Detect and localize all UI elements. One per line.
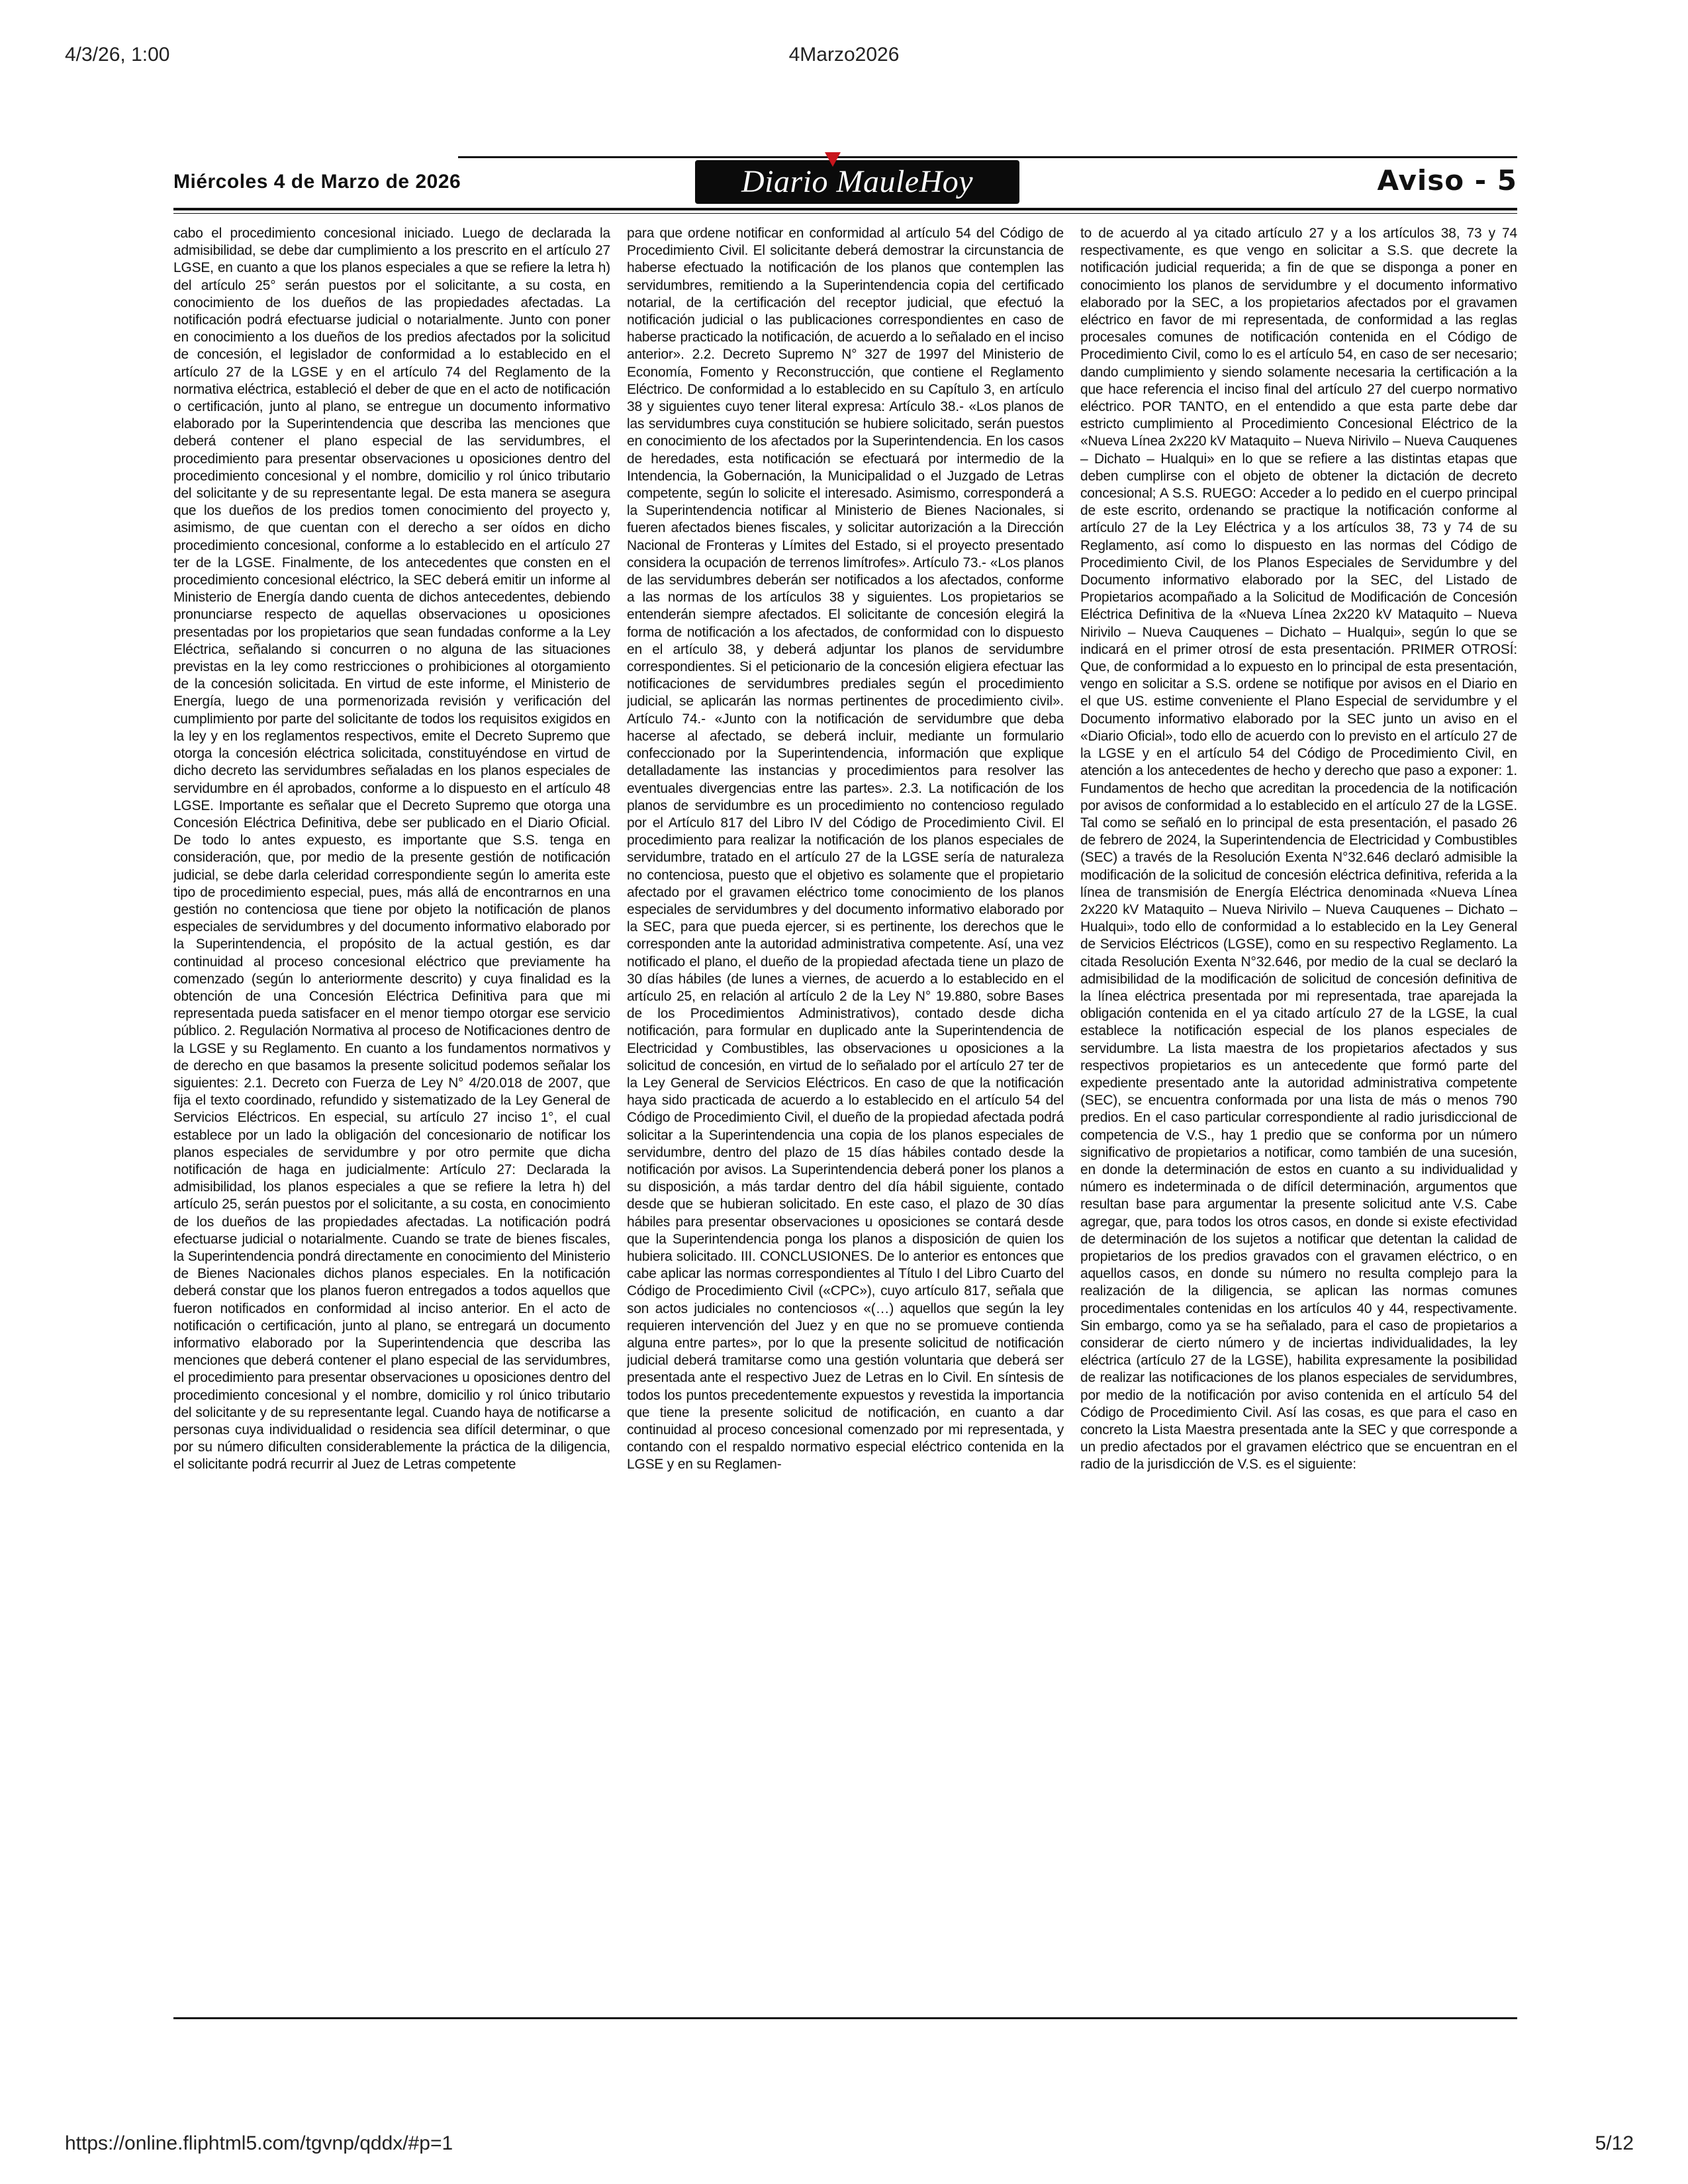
- print-date-time: 4/3/26, 1:00: [65, 44, 170, 66]
- logo-text: Diario MauleHoy: [741, 164, 974, 199]
- print-header: [0, 44, 1688, 70]
- newspaper-masthead: [173, 156, 1517, 210]
- article-column-1: [173, 225, 610, 2012]
- print-page-number: 5/12: [1595, 2132, 1634, 2154]
- masthead-bottom-rule: [173, 208, 1517, 210]
- column-2-text: para que ordene notificar en conformidad al artículo 54 del Código de Procedimiento Civil. El solicitante deberá demostrar la circunstancia de haberse efectuado la notificación de los planos que contemplen las servidumbres, remitiendo a la Superintendencia copia del certificado notarial, de la certificación del receptor judicial, que efectuó la notificación judicial o las publicaciones correspondientes en caso de haberse practicado la notificación, de acuerdo a lo señalado en el inciso anterior». 2.2. Decreto Supremo N° 327 de 1997 del Ministerio de Economía, Fomento y Reconstrucción, que contiene el Reglamento Eléctrico. De conformidad a lo establecido en su Capítulo 3, en artículo 38 y siguientes cuyo tener literal expresa: Artículo 38.- «Los planos de las servidumbres cuya constitución se hubiere solicitado, serán puestos en conocimiento de los afectados por la Superintendencia. En los casos de heredades, esta notificación se efectuará por intermedio de la Intendencia, la Gobernación, la Municipalidad o el Juzgado de Letras competente, según lo solicite el interesado. Asimismo, corresponderá a la Superintendencia notificar al Ministerio de Bienes Nacionales, si fueren afectados bienes fiscales, y solicitar autorización a la Dirección Nacional de Fronteras y Límites del Estado, si el proyecto presentado considera la ocupación de terrenos limítrofes». Artículo 73.- «Los planos de las servidumbres deberán ser notificados a los afectados, conforme a las normas de los artículos 38 y siguientes. Los propietarios se entenderán siempre afectados. El solicitante de concesión elegirá la forma de notificación a los afectados, de conformidad con lo dispuesto en el artículo 38, y deberá adjuntar los planos de servidumbre correspondientes. Si el peticionario de la concesión eligiera efectuar las notificaciones de servidumbres prediales según el procedimiento judicial, se aplicarán las normas pertinentes de procedimiento civil». Artículo 74.- «Junto con la notificación de servidumbre que deba hacerse al afectado, se deberá incluir, mediante un formulario confeccionado por la Superintendencia, información que explique detalladamente las instancias y procedimientos para resolver las eventuales divergencias entre las partes». 2.3. La notificación de los planos de servidumbre es un procedimiento no contencioso regulado por el Artículo 817 del Libro IV del Código de Procedimiento Civil. El procedimiento para realizar la notificación de los planos especiales de servidumbre, tratado en el artículo 27 de la LGSE sería de naturaleza no contenciosa, puesto que el objetivo es solamente que el propietario afectado por el gravamen eléctrico tome conocimiento de los planos especiales de servidumbres y del documento informativo elaborado por la SEC, para que pueda ejercer, si es pertinente, los derechos que le corresponden ante la autoridad administrativa competente. Así, una vez notificado el plano, el dueño de la propiedad afectada tiene un plazo de 30 días hábiles (de lunes a viernes, de acuerdo a lo establecido en el artículo 25, en relación al artículo 2 de la Ley N° 19.880, sobre Bases de los Procedimientos Administrativos), contado desde dicha notificación, para formular en duplicado ante la Superintendencia de Electricidad y Combustibles, las observaciones u oposiciones a la solicitud de concesión, en virtud de lo señalado por el artículo 27 ter de la Ley General de Servicios Eléctricos. En caso de que la notificación haya sido practicada de acuerdo a lo establecido en el artículo 54 del Código de Procedimiento Civil, el dueño de la propiedad afectada podrá solicitar a la Superintendencia una copia de los planos especiales de servidumbre, dentro del plazo de 15 días hábiles contado desde la notificación por avisos. La Superintendencia deberá poner los planos a su disposición, a más tardar dentro del día hábil siguiente, contado desde que se hubieran solicitado. En este caso, el plazo de 30 días hábiles para presentar observaciones u oposiciones se contará desde que la Superintendencia ponga los planos a disposición de quien los hubiera solicitado. III. CONCLUSIONES. De lo anterior es entonces que cabe aplicar las normas correspondientes al Título I del Libro Cuarto del Código de Procedimiento Civil («CPC»), cuyo artículo 817, señala que son actos judiciales no contenciosos «(…) aquellos que según la ley requieren intervención del Juez y en que no se promueve contienda alguna entre partes», por lo que la presente solicitud de notificación judicial deberá tramitarse como una gestión voluntaria que deberá ser presentada ante el respectivo Juez de Letras en lo Civil. En síntesis de todos los puntos precedentemente expuestos y revestida la importancia que tiene la presente solicitud de notificación, en cuanto a dar continuidad al proceso concesional comenzado por mi representada, y contando con el respaldo normativo especial eléctrico contenida en la LGSE y en su Reglamen-: [627, 226, 1064, 1473]
- logo-accent-mark: [825, 152, 841, 167]
- print-doc-title: 4Marzo2026: [788, 44, 900, 66]
- column-3-text: to de acuerdo al ya citado artículo 27 y a los artículos 38, 73 y 74 respectivamente, es que vengo en solicitar a S.S. que decrete la notificación judicial requerida; a fin de que se disponga a poner en conocimiento los planos de servidumbre y el documento informativo elaborado por la SEC, a los propietarios afectados por el gravamen eléctrico en favor de mi representada, de conformidad a las reglas procesales comunes de notificación contenida en el Código de Procedimiento Civil, como lo es el artículo 54, en caso de ser necesario; dando cumplimiento y siendo solamente necesaria la certificación a la que hace referencia el inciso final del artículo 27 del cuerpo normativo eléctrico. POR TANTO, en el entendido a que esta parte debe dar estricto cumplimiento al Procedimiento Concesional Eléctrico de la «Nueva Línea 2x220 kV Mataquito – Nueva Nirivilo – Nueva Cauquenes – Dichato – Hualqui» en lo que se refiere a las distintas etapas que deben cumplirse con el objeto de obtener la dictación de decreto concesional; A S.S. RUEGO: Acceder a lo pedido en el cuerpo principal de este escrito, ordenando se practique la notificación conforme al artículo 27 de la Ley Eléctrica y a los artículos 38, 73 y 74 de su Reglamento, así como lo dispuesto en las normas del Código de Procedimiento Civil, de los Planos Especiales de Servidumbre y del Documento informativo elaborado por la SEC, del Listado de Propietarios acompañado a la Solicitud de Modificación de Concesión Eléctrica Definitiva de la «Nueva Línea 2x220 kV Mataquito – Nueva Nirivilo – Nueva Cauquenes – Dichato – Hualqui», según lo que se indicará en el primer otrosí de esta presentación. PRIMER OTROSÍ: Que, de conformidad a lo expuesto en lo principal de esta presentación, vengo en solicitar a S.S. ordene se notifique por avisos en el Diario en el que US. estime conveniente el Plano Especial de servidumbre y el Documento informativo elaborado por la SEC junto un aviso en el «Diario Oficial», todo ello de acuerdo con lo previsto en el artículo 27 de la LGSE y en el artículo 54 del Código de Procedimiento Civil, en atención a los antecedentes de hecho y derecho que paso a exponer: 1. Fundamentos de hecho que acreditan la procedencia de la notificación por avisos de conformidad a lo establecido en el artículo 27 de la LGSE. Tal como se señaló en lo principal de esta presentación, el pasado 26 de febrero de 2024, la Superintendencia de Electricidad y Combustibles (SEC) a través de la Resolución Exenta N°32.646 declaró admisible la modificación de la solicitud de concesión eléctrica definitiva, referida a la línea de transmisión de Energía Eléctrica denominada «Nueva Línea 2x220 kV Mataquito – Nueva Nirivilo – Nueva Cauquenes – Dichato – Hualqui», todo ello de conformidad a lo establecido en la Ley General de Servicios Eléctricos (LGSE), como en su respectivo Reglamento. La citada Resolución Exenta N°32.646, por medio de la cual se declaró la admisibilidad de la modificación de solicitud de concesión definitiva de la línea eléctrica presentada por mi representada, trae aparejada la obligación contenida en el ya citado artículo 27 de la LGSE, la cual establece la notificación especial de los planos especiales de servidumbre. La lista maestra de los propietarios afectados y sus respectivos propietarios es un antecedente que formó parte del expediente presentado ante la autoridad administrativa competente (SEC), se encuentra conformada por una lista de más o menos 790 predios. En el caso particular correspondiente al radio jurisdiccional de competencia de V.S., hay 1 predio que se conforma por un número significativo de propietarios a notificar, como también de una sucesión, en donde la determinación de estos en cuanto a su individualidad y número es indeterminada o de difícil determinación, argumentos que resultan base para argumentar la presente solicitud ante V.S. Cabe agregar, que, para todos los otros casos, en donde si existe efectividad de determinación de los sujetos a notificar que detentan la calidad de propietarios de los predios gravados con el gravamen eléctrico, o en aquellos casos, en donde su número no resulta complejo para la realización de la diligencia, se aplican las normas comunes procedimentales contenidas en los artículos 40 y 44, respectivamente. Sin embargo, como ya se ha señalado, para el caso de propietarios a considerar de cierto número y de inciertas individualidades, la ley eléctrica (artículo 27 de la LGSE), habilita expresamente la posibilidad de realizar las notificaciones de los planos especiales de servidumbres, por medio de la notificación por aviso contenida en el artículo 54 del Código de Procedimiento Civil. Así las cosas, es que para el caso en concreto la Lista Maestra presentada ante la SEC y que corresponde a un predio afectados por el gravamen eléctrico que se encuentran en el radio de la jurisdicción de V.S. es el siguiente:: [1080, 226, 1517, 1473]
- article-column-2: [627, 225, 1064, 2012]
- article-columns: [173, 225, 1517, 2012]
- print-footer: [0, 2132, 1688, 2159]
- issue-date: Miércoles 4 de Marzo de 2026: [173, 171, 461, 193]
- print-url: https://online.fliphtml5.com/tgvnp/qddx/#p=1: [65, 2132, 453, 2154]
- section-label: Aviso - 5: [1377, 164, 1517, 197]
- masthead-top-rule: [458, 156, 1517, 158]
- page-bottom-rule: [173, 2017, 1517, 2019]
- article-column-3: [1080, 225, 1517, 2012]
- masthead-bottom-thin-rule: [173, 213, 1517, 214]
- newspaper-logo: [695, 160, 1019, 204]
- column-1-text: cabo el procedimiento concesional iniciado. Luego de declarada la admisibilidad, se debe dar cumplimiento a los prescrito en el artículo 27 LGSE, en cuanto a que los planos especiales a que se refiere la letra h) del artículo 25° serán puestos por el solicitante, a su costa, en conocimiento de los dueños de las propiedades afectadas. La notificación podrá efectuarse judicial o notarialmente. Junto con poner en conocimiento a los dueños de los predios afectados por la solicitud de concesión, el legislador de conformidad a lo establecido en el artículo 27 de la LGSE y en el artículo 74 del Reglamento de la normativa eléctrica, estableció el deber de que en el acto de notificación o certificación, junto al plano, se entregue un documento informativo elaborado por la Superintendencia que describa las menciones que deberá contener el plano especial de las servidumbres, el procedimiento para presentar observaciones u oposiciones dentro del procedimiento concesional y el nombre, domicilio y rol único tributario del solicitante y de su representante legal. De esta manera se asegura que los dueños de los predios tomen conocimiento del proyecto y, asimismo, de que cuentan con el derecho a ser oídos en dicho procedimiento concesional, conforme a lo establecido en el artículo 27 ter de la LGSE. Finalmente, de los antecedentes que consten en el procedimiento concesional eléctrico, la SEC deberá emitir un informe al Ministerio de Energía dando cuenta de dichos antecedentes, debiendo pronunciarse respecto de aquellas observaciones u oposiciones presentadas por los propietarios que sean fundadas conforme a la Ley Eléctrica, señalando si concurren o no alguna de las situaciones previstas en la ley como restricciones o prohibiciones al otorgamiento de la concesión solicitada. En virtud de este informe, el Ministerio de Energía, luego de una pormenorizada revisión y verificación del cumplimiento por parte del solicitante de todos los requisitos exigidos en la ley y en los reglamentos respectivos, emite el Decreto Supremo que otorga la concesión eléctrica solicitada, constituyéndose en virtud de dicho decreto las servidumbres señaladas en los planos especiales de servidumbre en él aprobados, conforme a lo dispuesto en el artículo 48 LGSE. Importante es señalar que el Decreto Supremo que otorga una Concesión Eléctrica Definitiva, debe ser publicado en el Diario Oficial. De todo lo antes expuesto, es importante que S.S. tenga en consideración, que, por medio de la presente gestión de notificación judicial, se debe darla celeridad correspondiente según lo amerita este tipo de procedimiento especial, pues, más allá de encontrarnos en una gestión no contenciosa que tiene por objeto la notificación de planos especiales de servidumbres y del documento informativo elaborado por la Superintendencia, el propósito de la actual gestión, es dar continuidad al proceso concesional eléctrico que previamente ha comenzado (según lo anteriormente descrito) y cuya finalidad es la obtención de una Concesión Eléctrica Definitiva para que mi representada pueda satisfacer en el menor tiempo otorgar ese servicio público. 2. Regulación Normativa al proceso de Notificaciones dentro de la LGSE y su Reglamento. En cuanto a los fundamentos normativos y de derecho en que basamos la presente solicitud podemos señalar los siguientes: 2.1. Decreto con Fuerza de Ley N° 4/20.018 de 2007, que fija el texto coordinado, refundido y sistematizado de la Ley General de Servicios Eléctricos. En especial, su artículo 27 inciso 1°, el cual establece por un lado la obligación del concesionario de notificar los planos especiales de servidumbre y por otro permite que dicha notificación de haga en judicialmente: Artículo 27: Declarada la admisibilidad, los planos especiales a que se refiere la letra h) del artículo 25, serán puestos por el solicitante, a su costa, en conocimiento de los dueños de las propiedades afectadas. La notificación podrá efectuarse judicial o notarialmente. Cuando se trate de bienes fiscales, la Superintendencia pondrá directamente en conocimiento del Ministerio de Bienes Nacionales dichos planos especiales. En la notificación deberá constar que los planos fueron entregados a todos aquellos que fueron notificados en conformidad al inciso anterior. En el acto de notificación o certificación, junto al plano, se entregará un documento informativo elaborado por la Superintendencia que describa las menciones que deberá contener el plano especial de las servidumbres, el procedimiento para presentar observaciones u oposiciones dentro del procedimiento concesional y el nombre, domicilio y rol único tributario del solicitante y de su representante legal. Cuando haya de notificarse a personas cuya individualidad o residencia sea difícil determinar, o que por su número dificulten considerablemente la práctica de la diligencia, el solicitante podrá recurrir al Juez de Letras competente: [173, 226, 610, 1473]
